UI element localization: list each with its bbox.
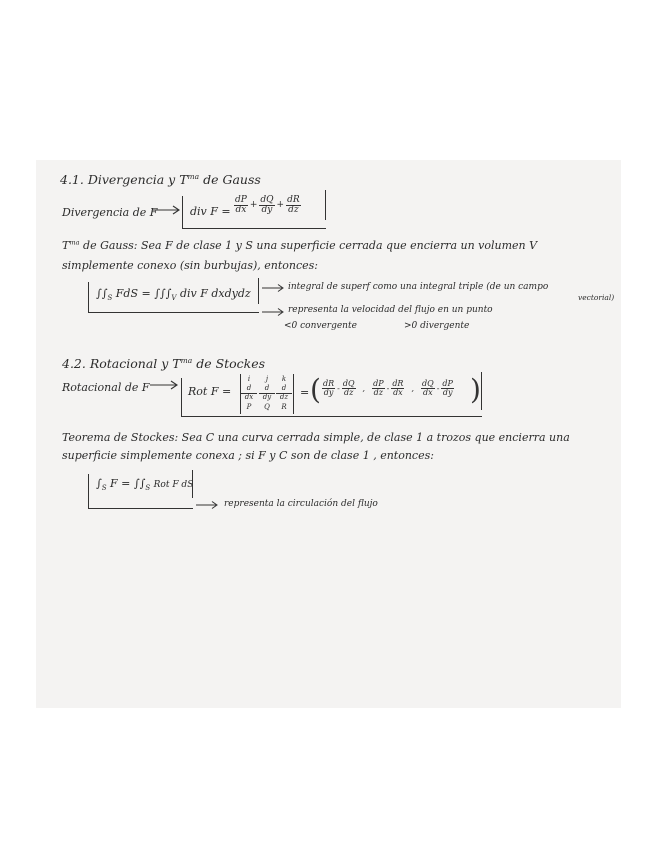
divergence-lhs: div F = bbox=[190, 205, 231, 218]
note-convergent: <0 convergente bbox=[284, 321, 357, 331]
rotational-label: Rotacional de F bbox=[62, 381, 150, 394]
note-integral-cont: vectorial) bbox=[578, 293, 615, 302]
note-divergent: >0 divergente bbox=[404, 321, 470, 331]
arrow-icon bbox=[262, 307, 288, 317]
stokes-formula: $\int_S$ $F = \int\int_S$ Rot F dS bbox=[96, 477, 194, 493]
section-title-divergence: 4.1. Divergencia y $T^{ma}$ de Gauss bbox=[60, 171, 261, 187]
rotational-eq: = bbox=[300, 386, 310, 399]
gauss-statement-line2: simplemente conexo (sin burbujas), entonces: bbox=[62, 259, 319, 272]
arrow-icon bbox=[150, 379, 182, 391]
note-velocity: representa la velocidad del flujo en un punto bbox=[288, 305, 493, 315]
left-paren: ( bbox=[310, 373, 321, 406]
rotational-determinant: i j k d dx d dy d dz P Q R bbox=[240, 374, 294, 414]
stokes-statement-line2: superficie simplemente conexa ; si F y C son de clase 1 , entonces: bbox=[62, 449, 434, 462]
note-circulation: representa la circulación del flujo bbox=[224, 499, 378, 509]
rotational-components: $\frac{dR}{dy}$ - $\frac{dQ}{dz}$ , $\frac{dP}{dz}$ - $\frac{dR}{dx}$ , $\frac{dQ}{dx}$ - $\frac{dP}{dy}$ bbox=[323, 379, 453, 398]
rotational-lhs: Rot F = bbox=[188, 385, 232, 398]
arrow-icon bbox=[152, 204, 184, 216]
section-title-rotational: 4.2. Rotacional y $T^{ma}$ de Stockes bbox=[62, 355, 266, 371]
arrow-icon bbox=[196, 500, 222, 510]
divergence-terms: $\frac{dP}{dx}$ + $\frac{dQ}{dy}$ + $\frac{dR}{dz}$ bbox=[235, 195, 300, 216]
arrow-icon bbox=[262, 283, 288, 293]
gauss-formula: $\int\int_S$ FdS = $\int\int\int_V$ div F dxdydz bbox=[96, 287, 251, 303]
stokes-statement-line1: Teorema de Stockes: Sea C una curva cerrada simple, de clase 1 a trozos que encierra una bbox=[62, 431, 570, 444]
divergence-label: Divergencia de F bbox=[62, 206, 158, 219]
note-integral: integral de superf como una integral triple (de un campo bbox=[288, 282, 549, 292]
gauss-statement-line1: $T^{ma}$ de Gauss: Sea F de clase 1 y S una superficie cerrada que encierra un volumen V bbox=[62, 238, 538, 252]
right-paren: ) bbox=[470, 373, 481, 406]
